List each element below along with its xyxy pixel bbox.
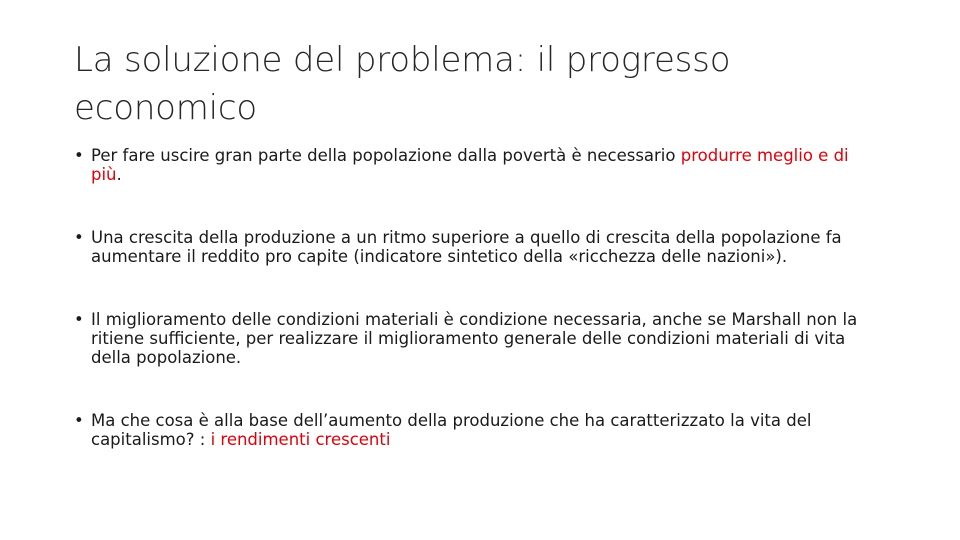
bullet-item [74, 310, 874, 367]
bullet-marker: • [74, 228, 84, 247]
bullet-marker: • [74, 146, 84, 165]
bullet-text: Ma che cosa è alla base dell’aumento della produzione che ha caratterizzato la vita del capitalismo? : [91, 411, 812, 449]
bullet-item [74, 146, 874, 184]
bullet-text: Per fare uscire gran parte della popolazione dalla povertà è necessario [91, 146, 681, 165]
bullet-highlight: i rendimenti crescenti [210, 430, 391, 449]
bullet-marker: • [74, 310, 84, 329]
bullet-list [74, 142, 874, 449]
slide-title: La soluzione del problema: il progresso economico [74, 40, 731, 128]
bullet-item [74, 411, 874, 449]
bullet-text: Il miglioramento delle condizioni materiali è condizione necessaria, anche se Marshall non la ritiene sufficiente, per realizzare il miglioramento generale delle condizioni materiali di vita della popolazione. [91, 310, 858, 367]
bullet-text: Una crescita della produzione a un ritmo superiore a quello di crescita della popolazione fa aumentare il reddito pro capite (indicatore sintetico della «ricchezza delle nazioni»). [91, 228, 842, 266]
bullet-item [74, 228, 874, 266]
bullet-highlight: produrre meglio e di più [91, 146, 849, 184]
bullet-marker: • [74, 411, 84, 430]
bullet-tail: . [116, 165, 122, 184]
